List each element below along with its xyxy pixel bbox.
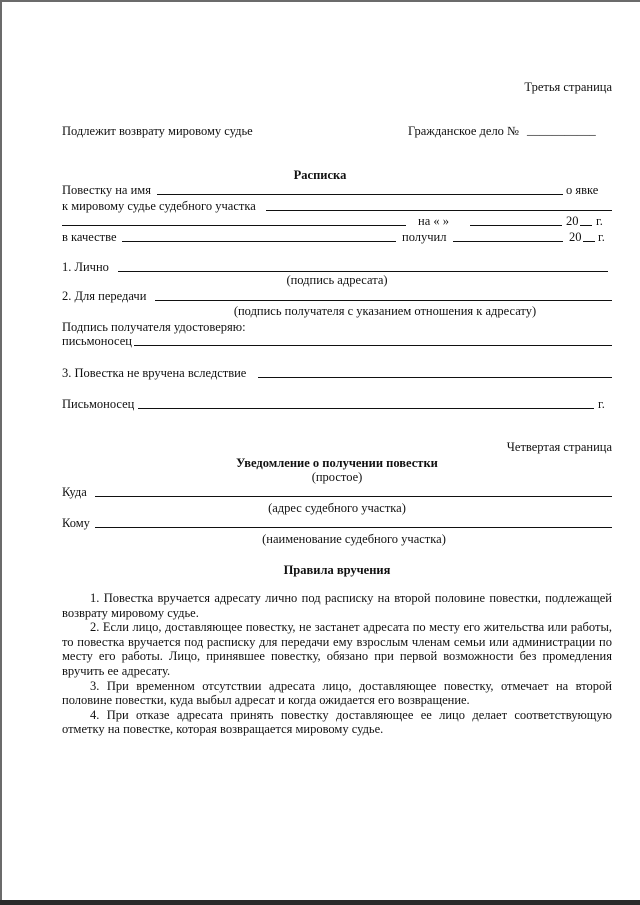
not-delivered-label: 3. Повестка не вручена вследствие: [62, 366, 247, 380]
year-line-2: [583, 241, 595, 242]
receipt-title: Расписка: [293, 168, 347, 182]
appearance-label: о явке: [566, 183, 599, 197]
notice-title: Уведомление о получении повестки: [236, 456, 438, 470]
court-number-line: [266, 210, 612, 211]
received-date-line: [453, 241, 563, 242]
to-where-label: Куда: [62, 485, 87, 499]
scan-edge-bottom: [0, 900, 640, 905]
certify-label: Подпись получателя удостоверяю:: [62, 320, 246, 334]
rule-4: 4. При отказе адресата принять повестку доставляющее ее лицо делает соответствующую отметку на повестке, которая возвращается мировому судье.: [62, 707, 612, 737]
summons-to-label: Повестку на имя: [62, 183, 151, 197]
to-court-label: к мировому судье судебного участка: [62, 199, 256, 213]
court-name-line: [95, 527, 612, 528]
postman-label: Письмоносец: [62, 397, 135, 411]
year-prefix: 20: [566, 214, 579, 228]
scan-edge-left: [0, 0, 2, 905]
date-label: на « »: [418, 214, 449, 228]
not-delivered-reason-line: [258, 377, 612, 378]
postman-lower-label: письмоносец: [62, 334, 132, 348]
return-note: Подлежит возврату мировому судье: [62, 124, 253, 138]
year-line: [580, 225, 592, 226]
postman-line: [138, 408, 594, 409]
rule-1: 1. Повестка вручается адресату лично под расписку на второй половине повестки, подлежащей возврату мировому судье.: [62, 591, 612, 620]
year-suffix-2: г.: [598, 230, 605, 244]
personally-label: 1. Лично: [62, 260, 109, 274]
year-prefix-2: 20: [569, 230, 582, 244]
rule-3: 3. При временном отсутствии адресата лицо, доставляющее повестку, отмечает на второй половине повестки, куда выбыл адресат и когда ожидается его возвращение.: [62, 678, 612, 708]
continuation-line: [62, 225, 406, 226]
recipient-signature-caption: (подпись получателя с указанием отношения к адресату): [233, 304, 537, 318]
court-address-line: [95, 496, 612, 497]
addressee-signature-caption: (подпись адресата): [286, 273, 388, 287]
postman-year-suffix: г.: [598, 397, 605, 411]
rule-2: 2. Если лицо, доставляющее повестку, не застанет адресата по месту его жительства или работы, то повестка вручается под расписку для передачи ему взрослым членам семьи или администрации по месту его работы. Лицо, принявшее повестку, обязано при первой возможности без промедления вручить ее адресату.: [62, 620, 612, 678]
personal-signature-line: [118, 271, 608, 272]
scan-edge-top: [2, 0, 640, 2]
case-number-label: Гражданское дело №: [408, 124, 519, 138]
court-name-caption: (наименование судебного участка): [262, 532, 446, 546]
received-label: получил: [402, 230, 447, 244]
page3-header: Третья страница: [524, 80, 612, 94]
delivery-signature-line: [155, 300, 612, 301]
addressee-name-line: [157, 194, 563, 195]
to-whom-label: Кому: [62, 516, 90, 530]
page4-header: Четвертая страница: [506, 440, 612, 454]
for-delivery-label: 2. Для передачи: [62, 289, 147, 303]
rules-list: [62, 591, 612, 737]
year-suffix: г.: [596, 214, 603, 228]
role-line: [122, 241, 396, 242]
notice-type: (простое): [311, 470, 363, 484]
rules-title: Правила вручения: [283, 563, 391, 577]
postman-signature-line: [134, 345, 612, 346]
court-address-caption: (адрес судебного участка): [268, 501, 406, 515]
month-line: [470, 225, 562, 226]
case-number-blank: ___________: [527, 123, 596, 137]
as-role-label: в качестве: [62, 230, 117, 244]
